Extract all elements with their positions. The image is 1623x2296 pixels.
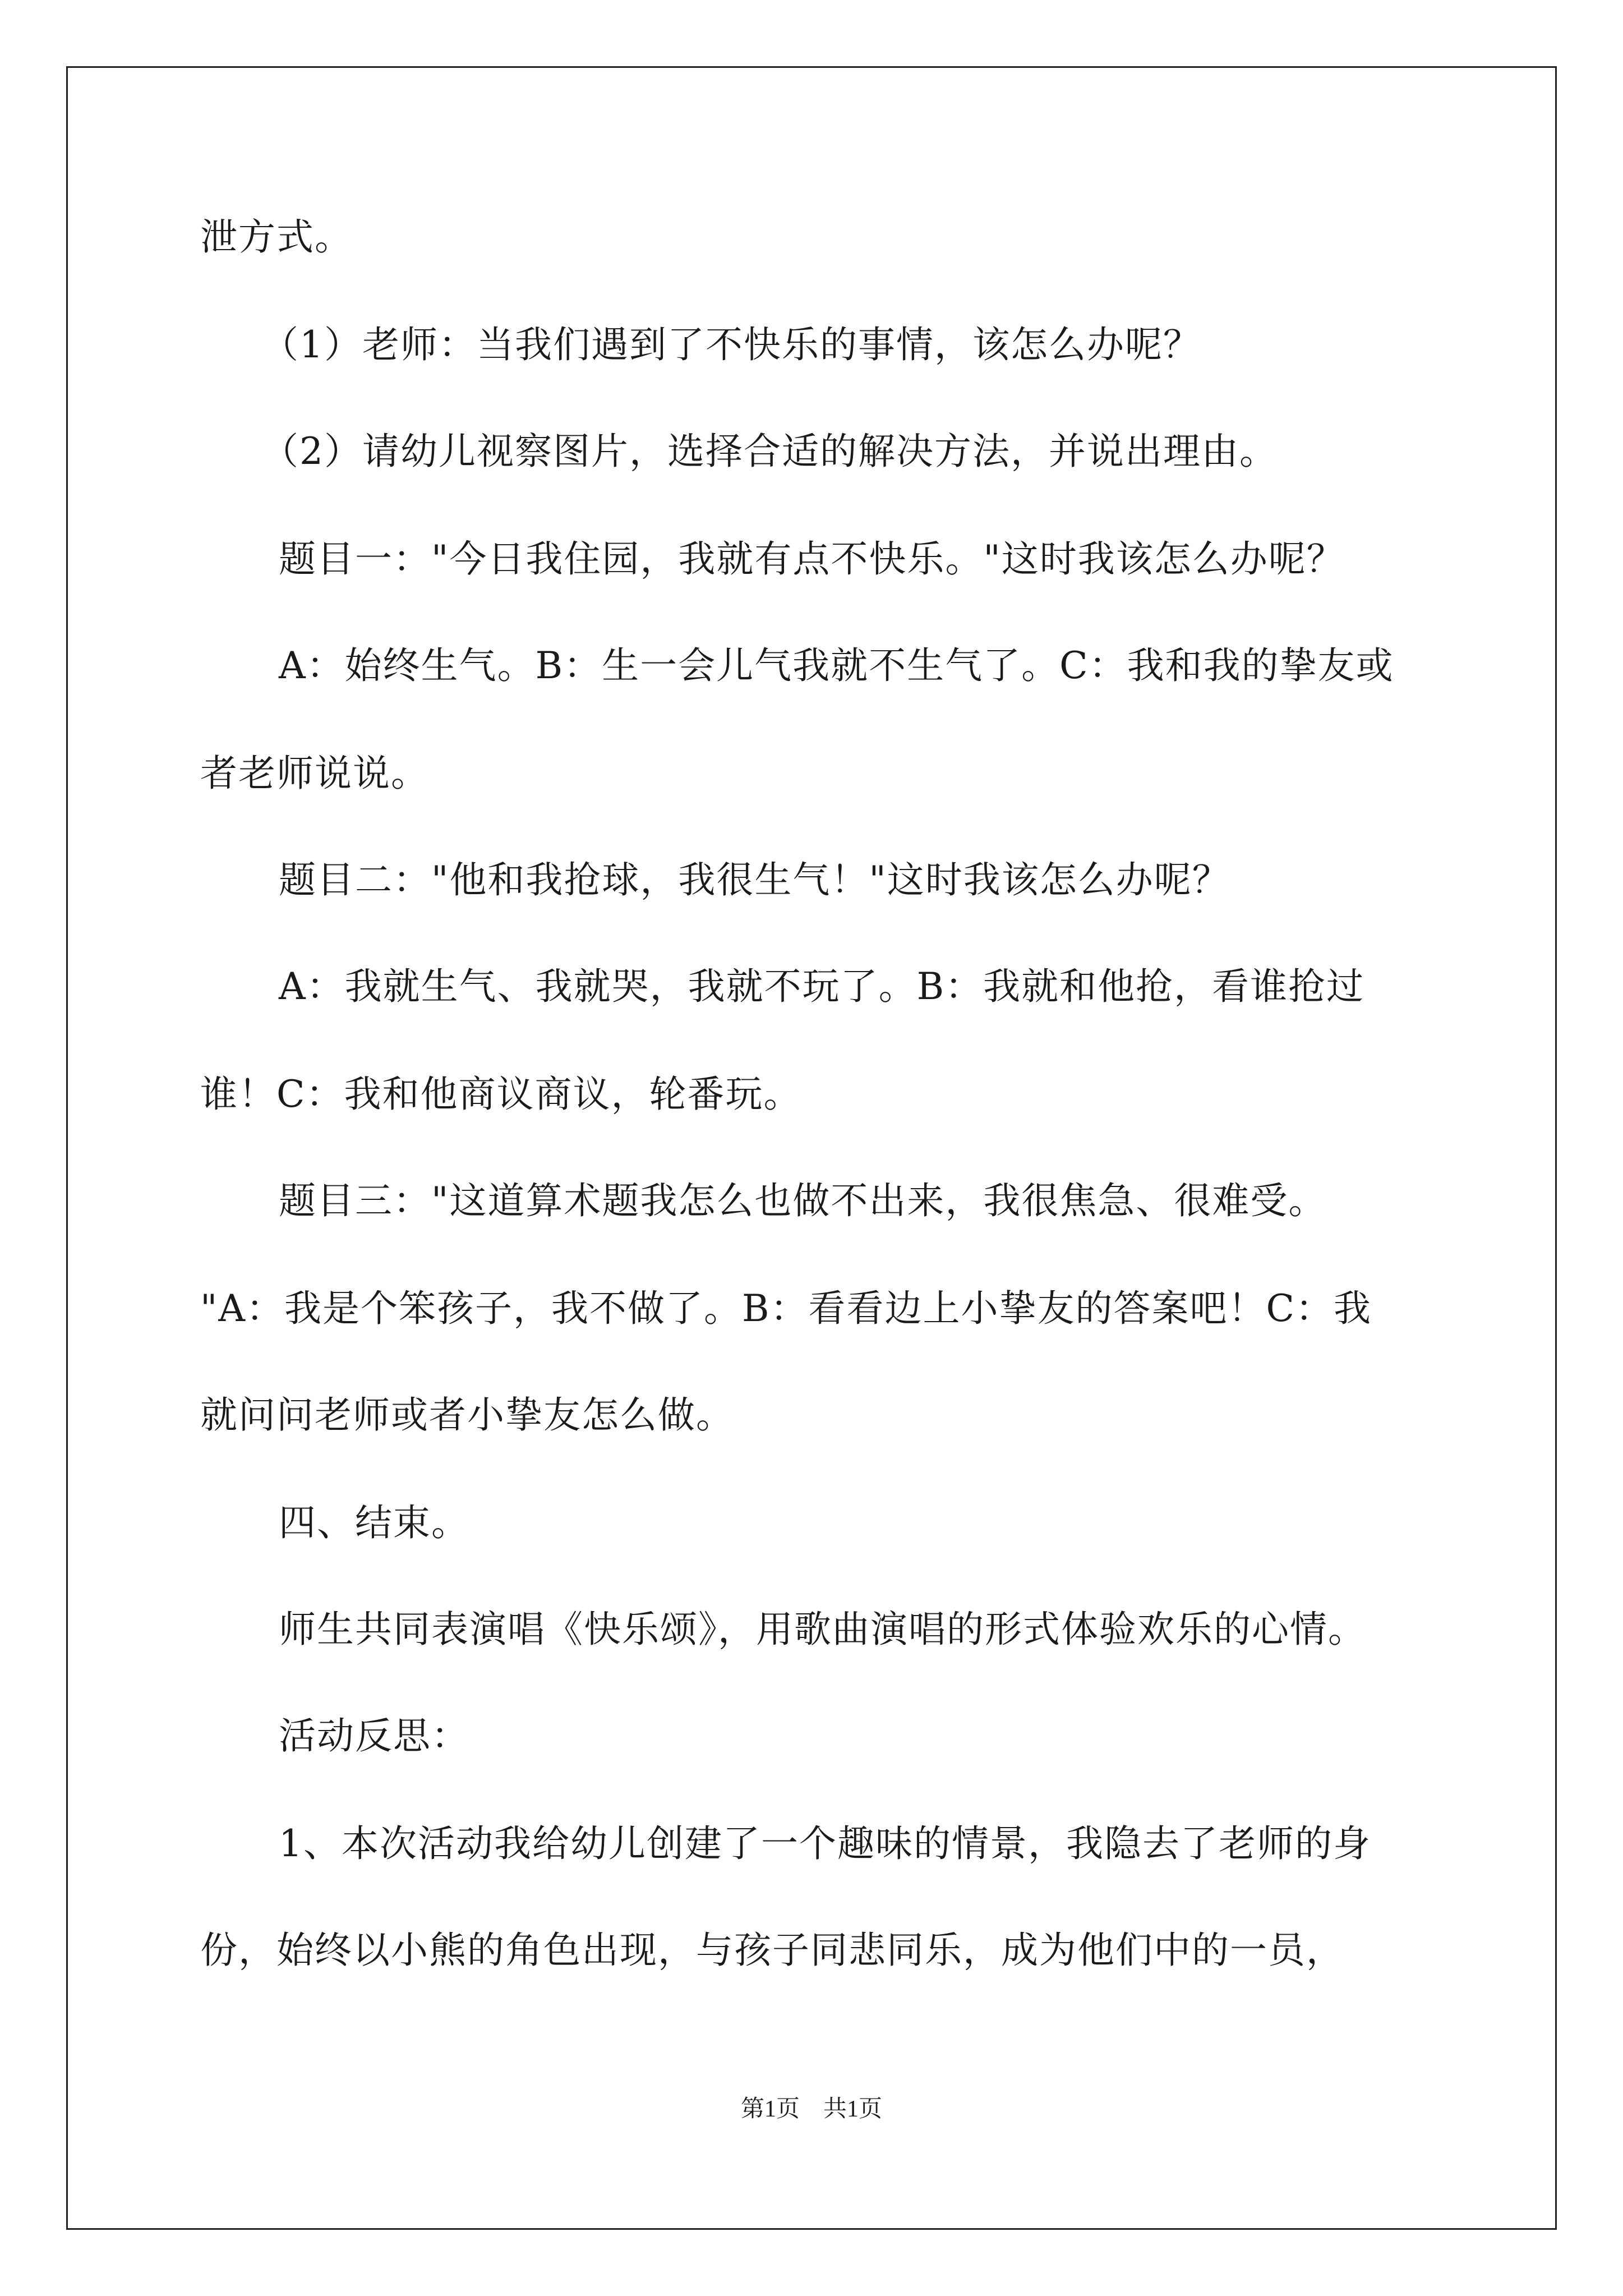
section-heading-reflection: 活动反思： [279,1714,469,1757]
paragraph-line-14: 师生共同表演唱《快乐颂》，用歌曲演唱的形式体验欢乐的心情。 [279,1608,1366,1651]
paragraph-line-6: 者老师说说。 [200,752,429,795]
paragraph-line-2: （1）老师：当我们遇到了不快乐的事情，该怎么办呢？ [261,323,1201,366]
paragraph-line-3: （2）请幼儿视察图片，选择合适的解决方法，并说出理由。 [261,430,1278,473]
paragraph-line-7: 题目二："他和我抢球，我很生气！"这时我该怎么办呢？ [279,858,1230,901]
paragraph-line-16: 1、本次活动我给幼儿创建了一个趣味的情景，我隐去了老师的身 [279,1822,1371,1865]
paragraph-line-12: 就问问老师或者小挚友怎么做。 [200,1393,734,1437]
paragraph-line-11: "A：我是个笨孩子，我不做了。B：看看边上小挚友的答案吧！C：我 [200,1287,1372,1330]
paragraph-line-5: A：始终生气。B：生一会儿气我就不生气了。C：我和我的挚友或 [279,644,1394,687]
paragraph-line-10: 题目三："这道算术题我怎么也做不出来，我很焦急、很难受。 [279,1179,1327,1222]
paragraph-line-4: 题目一："今日我住园，我就有点不快乐。"这时我该怎么办呢？ [279,537,1345,581]
section-heading-end: 四、结束。 [279,1501,469,1544]
paragraph-line-17: 份，始终以小熊的角色出现，与孩子同悲同乐，成为他们中的一员， [200,1929,1344,1972]
paragraph-line-1: 泄方式。 [200,215,353,259]
paragraph-line-9: 谁！C：我和他商议商议，轮番玩。 [200,1073,802,1116]
page-number-footer: 第1页 共1页 [740,2096,882,2122]
paragraph-line-8: A：我就生气、我就哭，我就不玩了。B：我就和他抢，看谁抢过 [279,965,1365,1008]
page-border [66,66,1557,2230]
